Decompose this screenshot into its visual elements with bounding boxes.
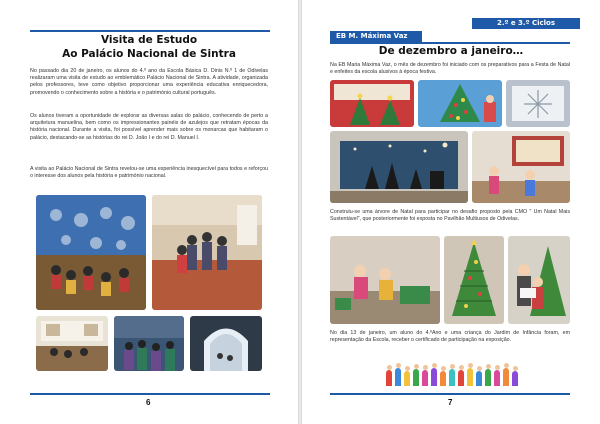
top-rule — [30, 30, 270, 32]
left-page — [0, 0, 298, 424]
right-page — [302, 0, 600, 424]
paragraph-1: No passado dia 20 de janeiro, os alunos do 4.º ano da Escola Básica D. Dinis N.º 1 de Odivelas realizaram uma visita de estudo ao emblemático Palácio Nacional de Sintra. A atividade, organizada pelos professores, teve como objetivo proporcionar uma experiência educativa enriquecedora, promovendo o conhecimento sobre a história e o património cultural português. — [30, 68, 268, 96]
photo-sustainable-tree — [444, 236, 504, 324]
photo-palace-room-group — [152, 195, 262, 310]
photo-chapel-group — [114, 316, 184, 371]
photo-children-painting — [472, 131, 570, 203]
paragraph-2: Construiu-se uma árvore de Natal para participar no desafio proposto pela CMO " Um Natal Mais Sustentável", que posteriormente foi exposta no Pavilhão Multiusos de Odivelas. — [330, 209, 570, 223]
photo-nativity-mural — [330, 131, 468, 203]
article-title: De dezembro a janeiro… — [378, 45, 524, 57]
article-title-line1: Visita de Estudo — [100, 34, 198, 46]
bottom-rule — [330, 393, 570, 395]
photo-certificate-children — [508, 236, 570, 324]
page-number: 6 — [146, 398, 151, 407]
paragraph-2: Os alunos tiveram a oportunidade de explorar as diversas salas do palácio, conhecendo de perto a arquitetura manuelina, bem como os impressionantes painéis de azulejos que retratam épocas da história nacional. Durante a visita, foi possível aprender mais sobre os monarcas que habitaram o palácio, destacando-se as histórias do rei D. João I e do rei D. Manuel I. — [30, 113, 268, 141]
paragraph-1: Na EB Maria Máxima Vaz, o mês de dezembro foi iniciado com os preparativos para a Festa de Natal e enfeites da escola alusivos à época festiva. — [330, 62, 570, 76]
photo-arched-doorway — [190, 316, 262, 371]
photo-snowflake-window — [506, 80, 570, 127]
cycle-badge: 2.º e 3.º Ciclos — [472, 18, 580, 29]
top-rule — [330, 42, 570, 44]
photo-palace-hall-students — [36, 195, 146, 310]
children-illustration — [382, 360, 522, 386]
bottom-rule — [30, 393, 270, 395]
photo-christmas-decor-2 — [418, 80, 502, 127]
paragraph-3: A visita ao Palácio Nacional de Sintra revelou-se uma experiência inesquecível para todos e reforçou o interesse dos alunos pela história e património nacional. — [30, 166, 268, 180]
paragraph-3: No dia 13 de janeiro, um aluno do 4.ºAno e uma criança do Jardim de Infância foram, em representação da Escola, receber o certificado de participação na exposição. — [330, 330, 570, 344]
photo-christmas-decor-1 — [330, 80, 414, 127]
photo-tree-building — [330, 236, 440, 324]
page-number: 7 — [448, 398, 453, 407]
article-title-line2: Ao Palácio Nacional de Sintra — [62, 48, 236, 60]
photo-kitchen-chimney — [36, 316, 108, 371]
school-badge: EB M. Máxima Vaz — [330, 31, 422, 42]
